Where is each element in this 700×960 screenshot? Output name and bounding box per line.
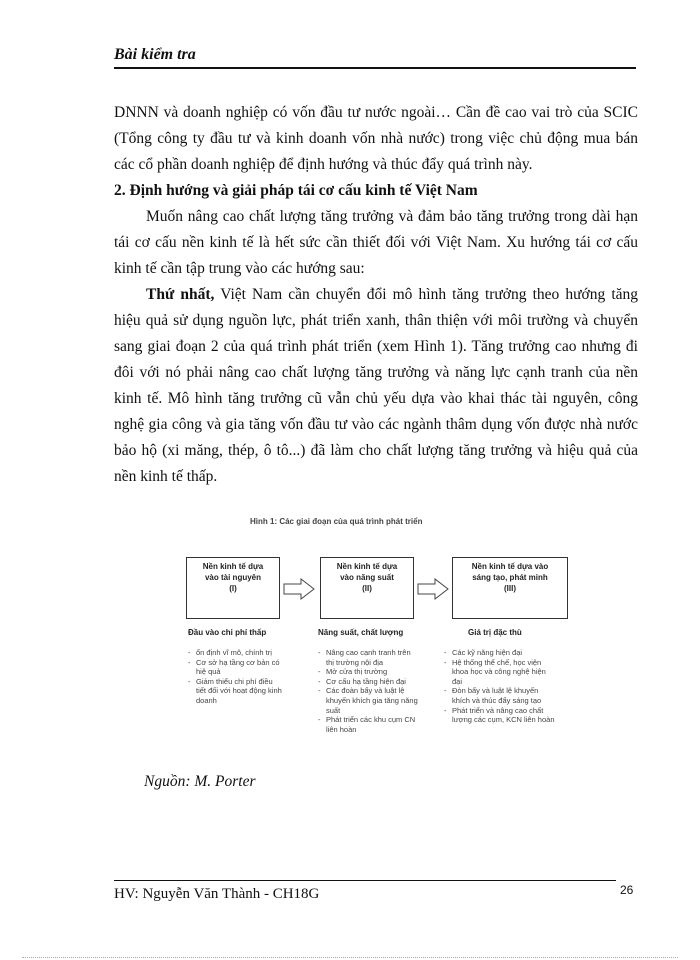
column-list-3 [444,648,556,725]
stage-1-line1: Nền kinh tế dựa [202,562,264,571]
stage-2-number: (II) [362,584,372,593]
header-rule [114,67,636,69]
column-heading-1: Đầu vào chi phí thấp [188,628,267,637]
stage-box-3 [452,557,568,619]
figure-source: Nguồn: M. Porter [144,773,256,790]
stage-3-number: (III) [504,584,516,593]
stage-box-2 [320,557,414,619]
column-heading-3: Giá trị đặc thù [468,628,522,637]
page-bottom-border [22,957,678,958]
list-item: - Nâng cao cạnh tranh trên thị trường nội địa [318,648,418,667]
column-list-1 [188,648,284,706]
figure-title: Hình 1: Các giai đoạn của quá trình phát triển [250,517,423,526]
list-item: - ổn định vĩ mô, chính trị [188,648,284,658]
list-item: - Phát triển các khu cụm CN liên hoàn [318,715,418,734]
stage-2-line1: Nền kinh tế dựa [336,562,398,571]
stage-1-number: (I) [229,584,237,593]
list-item: - Mở cửa thị trường [318,667,418,677]
list-item: - Phát triển và nâng cao chất lượng các cụm, KCN liên hoàn [444,706,556,725]
header-title: Bài kiểm tra [114,46,196,63]
list-item: - Cơ sở hạ tầng cơ bản có hiệ quả [188,658,284,677]
paragraph-3 [114,282,638,490]
paragraph-1: DNNN và doanh nghiệp có vốn đầu tư nước ngoài… Cần đề cao vai trò của SCIC (Tổng công ty đầu tư và kinh doanh vốn nhà nước) trong việc chủ động mua bán các cổ phần doanh nghiệp để định hướng và thúc đẩy quá trình này. [114,104,638,173]
footer-author: HV: Nguyễn Văn Thành - CH18G [114,886,320,902]
footer-rule [114,880,616,881]
list-item: - Hệ thống thể chế, học viện khoa học và công nghệ hiện đại [444,658,556,687]
list-item: - Đòn bẩy và luật lệ khuyến khích và thúc đẩy sáng tạo [444,686,556,705]
stage-2-line2: vào năng suất [340,573,394,582]
list-item: - Các kỹ năng hiện đại [444,648,556,658]
stage-box-1 [186,557,280,619]
right-arrow-icon [417,578,449,600]
stage-3-line1: Nền kinh tế dựa vào [471,562,549,571]
paragraph-3-text: Việt Nam cần chuyển đổi mô hình tăng trưởng theo hướng tăng hiệu quả sử dụng nguồn lực, phát triển xanh, thân thiện với môi trường và chuyển sang giai đoạn 2 của quá trình phát triển (xem Hình 1). Tăng trưởng cao nhưng đi đôi với nó phải nâng cao chất lượng tăng trưởng và năng lực cạnh tranh của nền kinh tế. Mô hình tăng trưởng cũ vẫn chủ yếu dựa vào khai thác tài nguyên, công nghệ gia công và gia tăng vốn đầu tư vào các ngành thâm dụng vốn được nhà nước bảo hộ (xi măng, thép, ô tô...) đã làm cho chất lượng tăng trưởng và hiệu quả của nền kinh tế thấp. [114,286,639,485]
body-text [114,100,638,490]
list-item: - Giảm thiểu chi phí điều tiết đối với hoạt động kinh doanh [188,677,284,706]
right-arrow-icon [283,578,315,600]
page-number: 26 [620,883,634,897]
paragraph-2: Muốn nâng cao chất lượng tăng trưởng và đảm bảo tăng trưởng trong dài hạn tái cơ cấu nền kinh tế là hết sức cần thiết đối với Việt Nam. Xu hướng tái cơ cấu kinh tế cần tập trung vào các hướng sau: [114,208,638,277]
column-list-2 [318,648,418,734]
section-heading: 2. Định hướng và giải pháp tái cơ cấu kinh tế Việt Nam [114,182,478,199]
list-item: - Cơ cấu hạ tầng hiện đại [318,677,418,687]
paragraph-3-lead: Thứ nhất, [146,286,215,303]
column-heading-2: Năng suất, chất lượng [318,628,404,637]
list-item: - Các đoàn bẩy và luật lệ khuyến khích gia tăng năng suất [318,686,418,715]
stage-3-line2: sáng tạo, phát minh [472,573,548,582]
stage-1-line2: vào tài nguyên [204,573,261,582]
